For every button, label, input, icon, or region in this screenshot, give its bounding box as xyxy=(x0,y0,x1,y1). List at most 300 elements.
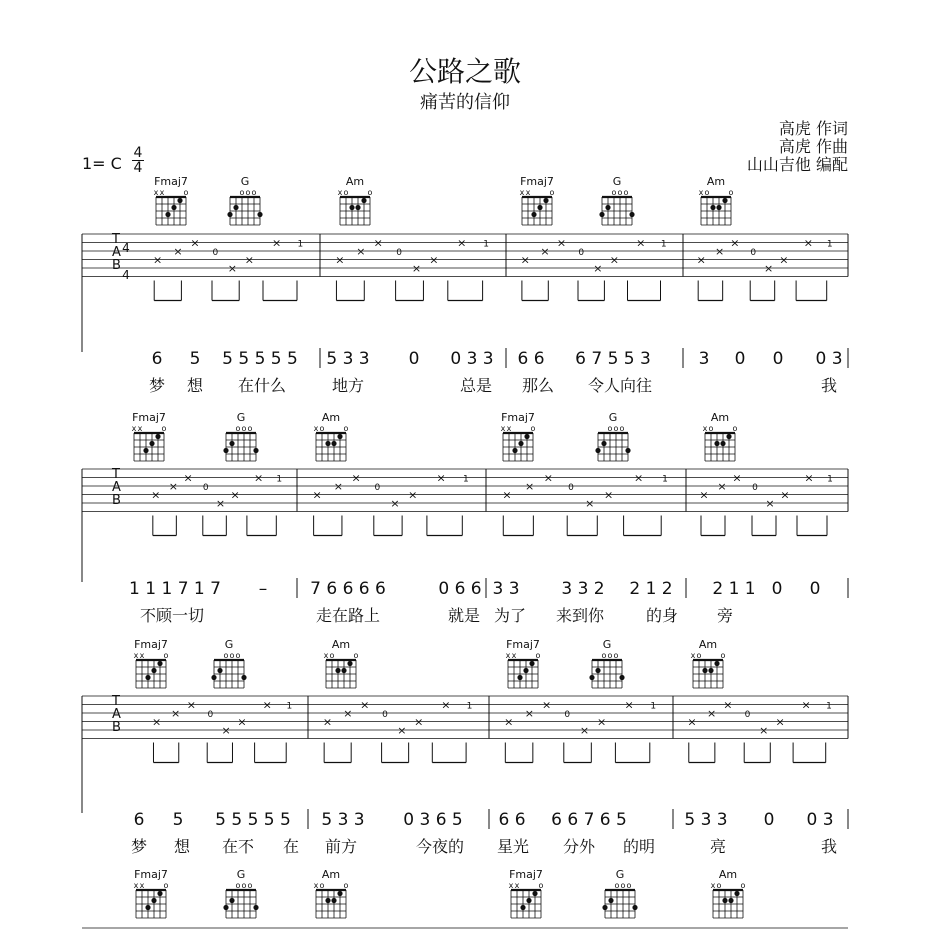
chord-marker: o xyxy=(251,188,257,197)
chord-marker: x xyxy=(159,188,165,197)
chord-diagram-fmaj7 xyxy=(506,638,541,688)
tab-letter: T xyxy=(112,232,120,247)
chord-marker: o xyxy=(740,881,746,890)
tab-note: 0 xyxy=(744,710,751,720)
jianpu-group: 7 6 6 6 6 xyxy=(310,579,386,599)
jianpu-group: 6 xyxy=(133,810,145,830)
chord-diagram-g xyxy=(227,175,262,225)
tab-note: × xyxy=(624,698,634,712)
chord-marker: x xyxy=(313,881,319,890)
system-1 xyxy=(82,175,848,395)
chord-name: Am xyxy=(345,175,365,188)
jianpu-group: 0 3 xyxy=(815,349,843,369)
chord-dot xyxy=(145,905,150,910)
chord-marker: o xyxy=(617,188,623,197)
tab-note: × xyxy=(699,488,709,502)
chord-dot xyxy=(253,905,258,910)
tab-note: × xyxy=(351,471,361,485)
chord-marker: o xyxy=(613,424,619,433)
chord-diagram-g xyxy=(589,638,624,688)
tab-note: × xyxy=(714,245,725,258)
chord-marker: x xyxy=(500,424,506,433)
lyric: 就是 xyxy=(447,606,481,625)
chord-dot xyxy=(253,448,258,453)
chord-name: Am xyxy=(321,411,341,424)
tab-note: × xyxy=(732,471,742,485)
chord-marker: o xyxy=(704,188,710,197)
tab-note: × xyxy=(333,480,344,493)
jianpu-group: 5 xyxy=(172,810,184,830)
chord-dot xyxy=(601,441,606,446)
tab-note: × xyxy=(343,707,353,720)
tab-note: × xyxy=(524,707,535,720)
lyric: 在什么 xyxy=(237,376,287,395)
tab-note: × xyxy=(186,698,197,712)
chord-dot xyxy=(241,675,246,680)
chord-marker: x xyxy=(505,651,511,660)
tab-letter: T xyxy=(112,694,120,709)
lyric: 地方 xyxy=(331,376,365,395)
chord-marker: o xyxy=(329,651,335,660)
jianpu-group: 0 xyxy=(734,349,746,369)
lyric: 在 xyxy=(282,837,300,856)
lyric: 前方 xyxy=(324,837,358,856)
key-signature: 1= C xyxy=(82,154,122,173)
tab-note: 0 xyxy=(212,248,219,258)
chord-dot xyxy=(526,898,531,903)
jianpu-group: 5 5 5 5 5 xyxy=(215,810,291,830)
tab-note: × xyxy=(271,236,282,250)
chord-dot xyxy=(361,198,366,203)
time-signature-top: 4 xyxy=(133,145,143,161)
chord-dot xyxy=(722,198,727,203)
chord-dot xyxy=(632,905,637,910)
chord-marker: o xyxy=(239,188,245,197)
tab-note: × xyxy=(373,236,383,250)
chord-diagram-am xyxy=(711,868,746,918)
jianpu-group: – xyxy=(258,579,268,599)
tab-note: × xyxy=(168,480,179,493)
lyric: 走在路上 xyxy=(315,606,381,625)
chord-name: Fmaj7 xyxy=(154,175,188,188)
chord-name: G xyxy=(236,411,246,424)
chord-diagram-am xyxy=(338,175,373,225)
tab-note: × xyxy=(262,698,272,712)
chord-dot xyxy=(149,441,154,446)
lyric: 梦 xyxy=(148,376,166,395)
chord-name: Am xyxy=(710,411,730,424)
chord-marker: x xyxy=(337,188,343,197)
credit-arranger: 山山吉他 编配 xyxy=(746,155,848,174)
tab-note: × xyxy=(730,236,740,250)
tab-note: × xyxy=(237,715,247,729)
jianpu-group: 3 3 2 xyxy=(561,579,605,599)
chord-diagram-am xyxy=(324,638,359,688)
tab-note: × xyxy=(696,253,706,267)
tab-note: × xyxy=(803,236,813,250)
tab-note: × xyxy=(609,253,619,267)
chord-dot xyxy=(331,898,336,903)
chord-dot xyxy=(229,898,234,903)
lyric: 我 xyxy=(820,837,838,856)
chord-dot xyxy=(177,198,182,203)
chord-diagram-am xyxy=(314,868,349,918)
chord-marker: o xyxy=(163,651,169,660)
chord-diagram-g xyxy=(211,638,246,688)
chord-dot xyxy=(233,205,238,210)
tab-note: × xyxy=(763,262,774,275)
tab-note: × xyxy=(151,488,161,502)
tab-note: 1 xyxy=(660,239,667,250)
chord-marker: o xyxy=(319,424,325,433)
chord-dot xyxy=(151,898,156,903)
tab-note: 1 xyxy=(827,474,833,485)
chord-marker: o xyxy=(728,188,734,197)
tab-note: × xyxy=(312,488,322,502)
chord-marker: o xyxy=(319,881,325,890)
chord-marker: x xyxy=(139,881,145,890)
chord-marker: o xyxy=(343,424,349,433)
jianpu-group: 0 xyxy=(771,579,783,599)
jianpu-group: 0 xyxy=(408,349,420,369)
jianpu-group: 6 xyxy=(151,349,163,369)
chord-name: G xyxy=(602,638,612,651)
chord-marker: x xyxy=(519,188,525,197)
tab-timesig-top: 4 xyxy=(122,241,130,255)
tab-note: 0 xyxy=(396,248,402,258)
tab-note: × xyxy=(356,245,366,258)
chord-name: Am xyxy=(331,638,351,651)
chord-marker: x xyxy=(511,651,517,660)
chord-dot xyxy=(143,448,148,453)
tab-note: × xyxy=(541,698,552,712)
jianpu-group: 6 6 xyxy=(498,810,526,830)
chord-dot xyxy=(608,898,613,903)
chord-dot xyxy=(155,434,160,439)
lyric: 不顾一切 xyxy=(139,606,205,625)
lyric: 为了 xyxy=(493,606,527,625)
chord-marker: o xyxy=(607,651,613,660)
tab-note: × xyxy=(408,488,418,502)
tab-note: 0 xyxy=(578,248,585,258)
chord-diagram-am xyxy=(699,175,734,225)
chord-dot xyxy=(349,205,354,210)
tab-note: × xyxy=(723,698,733,712)
chord-dot xyxy=(347,661,352,666)
tab-note: × xyxy=(230,488,240,502)
chord-dot xyxy=(520,905,525,910)
tab-note: × xyxy=(775,715,785,729)
tab-note: × xyxy=(804,471,814,485)
chord-dot xyxy=(595,448,600,453)
tab-note: × xyxy=(779,253,789,267)
chord-name: Am xyxy=(321,868,341,881)
chord-dot xyxy=(702,668,707,673)
lyric: 的明 xyxy=(622,837,656,856)
chord-marker: o xyxy=(614,881,620,890)
tab-note: × xyxy=(390,497,400,510)
chord-marker: o xyxy=(223,651,229,660)
chord-name: Fmaj7 xyxy=(506,638,540,651)
chord-dot xyxy=(605,205,610,210)
tab-note: × xyxy=(436,471,446,485)
chord-dot xyxy=(518,441,523,446)
tab-note: 0 xyxy=(564,710,571,720)
tab-letter: A xyxy=(112,245,121,260)
chord-marker: o xyxy=(229,651,235,660)
jianpu-group: 3 xyxy=(698,349,710,369)
chord-marker: x xyxy=(702,424,708,433)
tab-note: 1 xyxy=(462,474,469,485)
chord-dot xyxy=(531,212,536,217)
credit-music: 高虎 作曲 xyxy=(778,137,848,156)
chord-marker: x xyxy=(710,881,716,890)
jianpu-group: 0 3 6 5 xyxy=(403,810,463,830)
tab-note: × xyxy=(634,471,644,485)
jianpu-group: 0 xyxy=(763,810,775,830)
tab-note: 0 xyxy=(750,248,757,258)
tab-note: × xyxy=(687,715,697,729)
tab-note: × xyxy=(397,724,407,737)
tab-letter: B xyxy=(112,493,121,508)
tab-staff xyxy=(82,694,848,813)
chord-marker: o xyxy=(626,881,632,890)
chord-dot xyxy=(524,434,529,439)
chord-name: Fmaj7 xyxy=(520,175,554,188)
chord-dot xyxy=(602,905,607,910)
tab-note: 0 xyxy=(568,483,574,493)
chord-marker: x xyxy=(698,188,704,197)
chord-name: G xyxy=(236,868,246,881)
chord-marker: o xyxy=(241,424,247,433)
system-4 xyxy=(82,868,848,930)
tab-note: 1 xyxy=(662,474,668,485)
system-3 xyxy=(82,638,848,856)
chord-name: Fmaj7 xyxy=(501,411,535,424)
tab-note: × xyxy=(173,245,183,258)
tab-note: × xyxy=(556,236,567,250)
chord-marker: o xyxy=(613,651,619,660)
chord-dot xyxy=(629,212,634,217)
chord-marker: o xyxy=(163,881,169,890)
chord-diagram-fmaj7 xyxy=(132,411,167,461)
chord-dot xyxy=(599,212,604,217)
chord-dot xyxy=(537,205,542,210)
jianpu-group: 0 6 6 xyxy=(438,579,482,599)
tab-note: × xyxy=(414,715,424,729)
tab-note: 1 xyxy=(276,474,283,485)
chord-diagram-am xyxy=(314,411,349,461)
tab-note: × xyxy=(254,471,264,485)
lyric: 在不 xyxy=(221,837,255,856)
chord-diagram-g xyxy=(602,868,637,918)
chord-dot xyxy=(335,668,340,673)
chord-dot xyxy=(708,668,713,673)
jianpu-group: 0 xyxy=(772,349,784,369)
chord-marker: x xyxy=(139,651,145,660)
tab-note: 1 xyxy=(483,239,489,250)
chord-marker: o xyxy=(620,881,626,890)
jianpu-group: 5 xyxy=(189,349,201,369)
chord-dot xyxy=(734,891,739,896)
chord-name: Fmaj7 xyxy=(132,411,166,424)
chord-dot xyxy=(532,891,537,896)
chord-marker: o xyxy=(538,881,544,890)
chord-dot xyxy=(529,661,534,666)
chord-name: Am xyxy=(706,175,726,188)
chord-dot xyxy=(257,212,262,217)
chord-marker: x xyxy=(508,881,514,890)
tab-note: × xyxy=(441,698,451,712)
jianpu-group: 6 7 5 5 3 xyxy=(575,349,651,369)
tab-note: × xyxy=(152,715,162,729)
chord-marker: x xyxy=(514,881,520,890)
tab-note: × xyxy=(322,715,333,729)
chord-marker: x xyxy=(137,424,143,433)
tab-note: × xyxy=(579,724,590,737)
chord-dot xyxy=(720,441,725,446)
chord-dot xyxy=(714,441,719,446)
chord-marker: o xyxy=(530,424,536,433)
chord-dot xyxy=(619,675,624,680)
chord-dot xyxy=(714,661,719,666)
tab-note: × xyxy=(360,698,370,712)
chord-dot xyxy=(523,668,528,673)
tab-note: × xyxy=(520,253,530,267)
chord-dot xyxy=(227,212,232,217)
lyric: 旁 xyxy=(716,606,734,625)
lyric: 今夜的 xyxy=(415,837,465,856)
chord-marker: x xyxy=(313,424,319,433)
tab-note: 0 xyxy=(202,483,209,493)
jianpu-group: 5 5 5 5 5 xyxy=(222,349,298,369)
system-2 xyxy=(82,411,848,625)
chord-marker: o xyxy=(708,424,714,433)
chord-dot xyxy=(151,668,156,673)
chord-name: G xyxy=(612,175,622,188)
chord-marker: o xyxy=(161,424,167,433)
tab-note: × xyxy=(706,707,717,720)
jianpu-group: 1 1 1 7 1 7 xyxy=(129,579,221,599)
chord-diagram-fmaj7 xyxy=(520,175,555,225)
chord-marker: o xyxy=(619,424,625,433)
jianpu-group: 5 3 3 xyxy=(321,810,365,830)
chord-marker: o xyxy=(732,424,738,433)
chord-marker: x xyxy=(506,424,512,433)
tab-note: 1 xyxy=(826,239,833,250)
tab-note: × xyxy=(183,471,193,485)
chord-dot xyxy=(728,898,733,903)
tab-note: × xyxy=(221,724,231,737)
chord-marker: o xyxy=(367,188,373,197)
chord-dot xyxy=(517,675,522,680)
tab-note: × xyxy=(636,236,646,250)
jianpu-group: 0 3 xyxy=(806,810,834,830)
chord-marker: o xyxy=(343,881,349,890)
lyric: 想 xyxy=(186,376,204,395)
tab-letter: A xyxy=(112,480,121,495)
chord-marker: o xyxy=(623,188,629,197)
lyric: 令人向往 xyxy=(587,376,653,395)
tab-note: × xyxy=(543,471,554,485)
tab-note: × xyxy=(765,497,775,510)
time-signature-bottom: 4 xyxy=(133,160,143,176)
song-subtitle: 痛苦的信仰 xyxy=(420,92,510,113)
jianpu-group: 5 3 3 xyxy=(326,349,370,369)
chord-dot xyxy=(512,448,517,453)
chord-diagram-g xyxy=(599,175,634,225)
chord-name: Fmaj7 xyxy=(509,868,543,881)
chord-name: Fmaj7 xyxy=(134,868,168,881)
chord-dot xyxy=(726,434,731,439)
jianpu-group: 6 6 7 6 5 xyxy=(551,810,627,830)
tab-note: × xyxy=(152,253,163,267)
chord-diagram-fmaj7 xyxy=(509,868,544,918)
chord-dot xyxy=(223,905,228,910)
chord-diagram-fmaj7 xyxy=(134,638,169,688)
chord-diagram-am xyxy=(703,411,738,461)
lyric: 那么 xyxy=(521,376,555,395)
chord-dot xyxy=(217,668,222,673)
chord-diagram-fmaj7 xyxy=(501,411,536,461)
chord-dot xyxy=(355,205,360,210)
chord-marker: o xyxy=(716,881,722,890)
chord-marker: o xyxy=(245,188,251,197)
chord-dot xyxy=(223,448,228,453)
chord-name: G xyxy=(224,638,234,651)
chord-marker: o xyxy=(235,881,241,890)
tab-note: × xyxy=(411,262,422,275)
chord-dot xyxy=(625,448,630,453)
tab-note: 0 xyxy=(752,483,758,493)
chord-marker: o xyxy=(607,424,613,433)
chord-dot xyxy=(341,668,346,673)
chord-dot xyxy=(595,668,600,673)
tab-note: 0 xyxy=(382,710,388,720)
tab-timesig-bottom: 4 xyxy=(122,268,130,282)
jianpu-group: 0 xyxy=(809,579,821,599)
chord-marker: o xyxy=(235,651,241,660)
chord-dot xyxy=(543,198,548,203)
tab-note: × xyxy=(215,497,226,510)
lyric: 星光 xyxy=(496,837,530,856)
chord-marker: x xyxy=(131,424,137,433)
tab-note: × xyxy=(603,488,614,502)
chord-dot xyxy=(325,441,330,446)
jianpu-group: 5 3 3 xyxy=(684,810,728,830)
tab-note: 0 xyxy=(207,710,214,720)
lyric: 梦 xyxy=(130,837,148,856)
chord-marker: o xyxy=(235,424,241,433)
chord-dot xyxy=(331,441,336,446)
chord-marker: o xyxy=(353,651,359,660)
chord-marker: x xyxy=(133,651,139,660)
chord-diagram-am xyxy=(691,638,726,688)
tab-note: × xyxy=(502,488,512,502)
tab-note: 1 xyxy=(650,701,657,712)
tab-note: × xyxy=(429,253,439,267)
chord-marker: o xyxy=(601,651,607,660)
chord-diagram-fmaj7 xyxy=(134,868,169,918)
chord-diagram-g xyxy=(595,411,630,461)
chord-dot xyxy=(325,898,330,903)
chord-diagram-g xyxy=(223,868,258,918)
chord-marker: o xyxy=(247,881,253,890)
tab-staff xyxy=(82,232,848,352)
chord-marker: x xyxy=(690,651,696,660)
chord-name: Am xyxy=(698,638,718,651)
jianpu-group: 0 3 3 xyxy=(450,349,494,369)
